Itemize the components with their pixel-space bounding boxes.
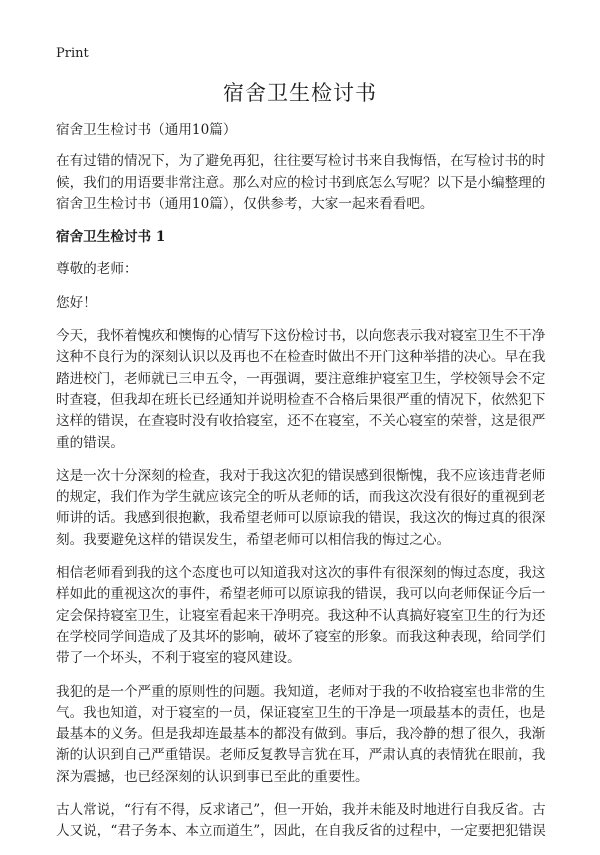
body-paragraph: 相信老师看到我的这个态度也可以知道我对这次的事件有很深刻的悔过态度，我这样如此的重视这次的事件，希望老师可以原谅我的错误，我可以向老师保证今后一定会保持寝室卫生，让寝室看起来干净明亮。我这种不认真搞好寝室卫生的行为还在学校同学间造成了及其坏的影响，破坏了寝室的形象。而我这种表现，给同学们带了一个坏头，不利于寝室的寝风建设。 [56,565,546,667]
document-body [56,120,550,855]
body-paragraph: 古人常说，“行有不得，反求诸己”，但一开始，我并未能及时地进行自我反省。古人又说，“君子务本、本立而道生”，因此，在自我反省的过程中，一定要把犯错误 [56,802,546,840]
salutation: 尊敬的老师： [56,261,138,278]
body-paragraph: 这是一次十分深刻的检查，我对于我这次犯的错误感到很惭愧，我不应该违背老师的规定，我们作为学生就应该完全的听从老师的话，而我这次没有很好的重视到老师讲的话。我感到很抱歉，我希望老师可以原谅我的错误，我这次的悔过真的很深刻。我要避免这样的错误发生，希望老师可以相信我的悔过之心。 [56,467,546,548]
print-label[interactable]: Print [56,46,89,61]
intro-paragraph: 在有过错的情况下，为了避免再犯，往往要写检讨书来自我悔悟，在写检讨书的时候，我们的用语要非常注意。那么对应的检讨书到底怎么写呢？以下是小编整理的宿舍卫生检讨书（通用10篇），仅供参考，大家一起来看看吧。 [56,153,546,212]
page-title: 宿舍卫生检讨书 [223,81,377,105]
body-paragraph: 我犯的是一个严重的原则性的问题。我知道，老师对于我的不收拾寝室也非常的生气。我也知道，对于寝室的一员，保证寝室卫生的干净是一项最基本的责任，也是最基本的义务。但是我却连最基本的都没有做到。事后，我冷静的想了很久，我渐渐的认识到自己严重错误。老师反复教导言犹在耳，严肃认真的表情犹在眼前，我深为震撼，也已经深刻的认识到事已至此的重要性。 [56,683,546,785]
greeting: 您好！ [56,294,97,311]
section-title: 宿舍卫生检讨书 1 [56,229,166,246]
body-paragraph: 今天，我怀着愧疚和懊悔的心情写下这份检讨书，以向您表示我对寝室卫生不干净这种不良行为的深刻认识以及再也不在检查时做出不开门这种举措的决心。早在我踏进校门，老师就已三申五令，一再强调，要注意维护寝室卫生，学校领导会不定时查寝，但我却在班长已经通知并说明检查不合格后果很严重的情况下，依然犯下这样的错误，在查寝时没有收拾寝室，还不在寝室，不关心寝室的荣誉，这是很严重的错误。 [56,328,546,451]
subtitle: 宿舍卫生检讨书（通用10篇） [56,122,237,138]
